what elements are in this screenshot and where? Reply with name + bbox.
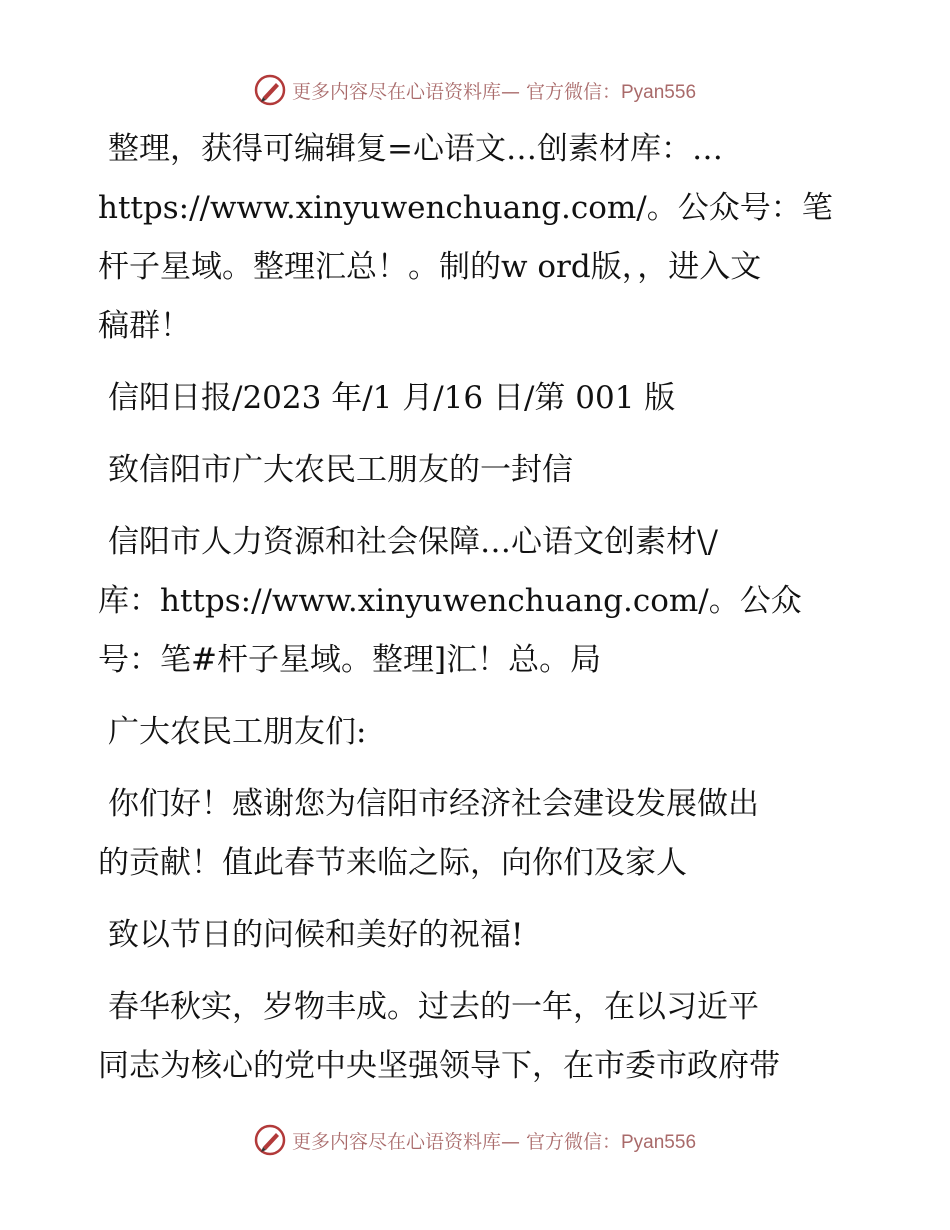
text-line: https://www.xinyuwenchuang.com/。公众号：笔	[98, 190, 833, 226]
document-body	[98, 120, 858, 1109]
text-line: 广大农民工朋友们:	[108, 714, 367, 750]
text-line: 的贡献！值此春节来临之际，向你们及家人	[98, 845, 687, 881]
paragraph	[98, 978, 858, 1096]
text-line: 你们好！感谢您为信阳市经济社会建设发展做出	[108, 786, 759, 822]
paragraph	[98, 906, 858, 965]
letter-title	[98, 441, 858, 500]
banner-wechat: 官方微信：Pyan556	[526, 81, 697, 103]
banner-tagline: 更多内容尽在心语资料库—	[291, 80, 520, 103]
pen-logo-icon	[254, 74, 286, 106]
text-line: 稿群！	[98, 308, 191, 344]
text-line: 春华秋实，岁物丰成。过去的一年，在以习近平	[108, 989, 759, 1025]
text-line: 致信阳市广大农民工朋友的一封信	[108, 452, 573, 488]
header-banner	[0, 70, 950, 110]
paragraph	[98, 513, 858, 690]
paragraph	[98, 120, 858, 356]
banner-tagline: 更多内容尽在心语资料库—	[291, 1130, 520, 1153]
text-line: 号：笔#杆子星域。整理]汇！总。局	[98, 642, 602, 678]
pen-logo-icon	[254, 1124, 286, 1156]
text-line: 致以节日的问候和美好的祝福!	[108, 917, 524, 953]
text-line: 信阳市人力资源和社会保障…心语文创素材\/	[108, 524, 718, 560]
footer-banner	[0, 1120, 950, 1160]
banner-wechat: 官方微信：Pyan556	[526, 1131, 697, 1153]
text-line: 杆子星域。整理汇总！。制的w ord版，，进入文	[98, 249, 762, 285]
text-line: 信阳日报/2023 年/1 月/16 日/第 001 版	[108, 380, 676, 416]
text-line: 同志为核心的党中央坚强领导下，在市委市政府带	[98, 1048, 780, 1084]
text-line: 整理，获得可编辑复=心语文…创素材库：…	[108, 131, 723, 167]
paragraph	[98, 775, 858, 893]
salutation	[98, 703, 858, 762]
text-line: 库：https://www.xinyuwenchuang.com/。公众	[98, 583, 802, 619]
publication-line	[98, 369, 858, 428]
